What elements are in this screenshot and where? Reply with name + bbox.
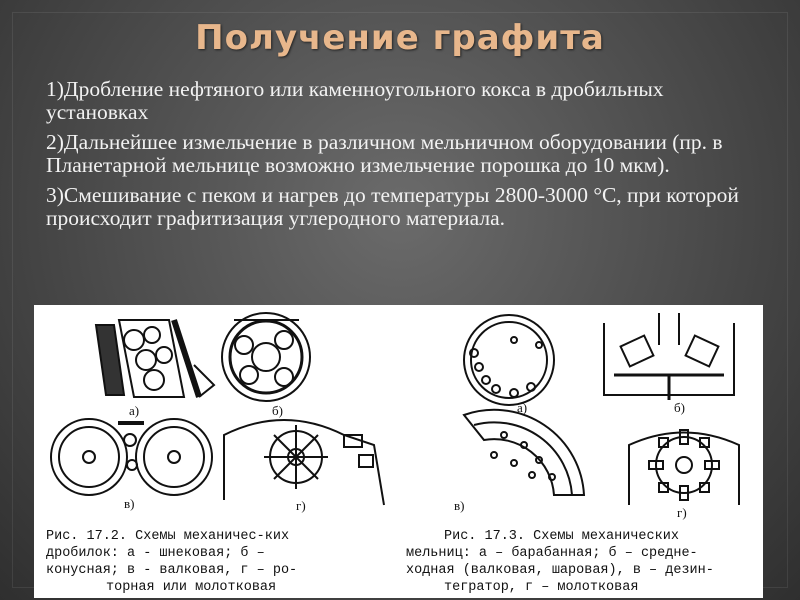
right-caption-line-1: Рис. 17.3. Схемы механических: [444, 529, 679, 544]
right-caption-line-4: тегратор, г – молотковая: [444, 580, 639, 595]
point-3: 3)Смешивание с пеком и нагрев до температуры 2800-3000 °С, при которой происходит графитизация углеродного материала.: [46, 183, 739, 230]
right-caption-line-3: ходная (валковая, шаровая), в – дезин-: [406, 563, 714, 578]
drum-mill-diagram: [464, 315, 554, 405]
left-label-b: б): [272, 403, 283, 418]
rotor-crusher-diagram: [224, 420, 384, 505]
right-label-v: в): [454, 498, 465, 513]
right-label-b: б): [674, 400, 685, 415]
screw-crusher-diagram: [96, 320, 214, 397]
left-caption-line-1: Рис. 17.2. Схемы механичес-ких: [46, 529, 290, 544]
figure-panel: [34, 305, 763, 598]
schematics-figure: [34, 305, 763, 598]
hammer-mill-diagram: [629, 430, 739, 505]
left-label-a: а): [129, 403, 140, 418]
left-label-g: г): [296, 498, 306, 513]
point-2: 2)Дальнейшее измельчение в различном мельничном оборудовании (пр. в Планетарной мельнице возможно измельчение порошка до 10 мкм).: [46, 130, 723, 177]
left-caption-line-2: дробилок: а - шнековая; б –: [46, 546, 265, 561]
runner-mill-diagram: [604, 313, 734, 400]
cone-crusher-diagram: [222, 313, 310, 401]
disintegrator-diagram: [464, 410, 584, 495]
roll-crusher-diagram: [51, 419, 212, 495]
right-label-a: а): [517, 400, 528, 415]
slide-title: Получение графита: [195, 18, 605, 58]
point-1: 1)Дробление нефтяного или каменноугольного кокса в дробильных установках: [46, 77, 664, 124]
left-caption-line-4: торная или молотковая: [106, 580, 277, 595]
right-label-g: г): [677, 505, 687, 520]
left-label-v: в): [124, 496, 135, 511]
right-caption-line-2: мельниц: а – барабанная; б – средне-: [406, 546, 698, 561]
left-caption-line-3: конусная; в - валковая, г – ро-: [46, 563, 298, 578]
slide-body: [46, 78, 746, 237]
